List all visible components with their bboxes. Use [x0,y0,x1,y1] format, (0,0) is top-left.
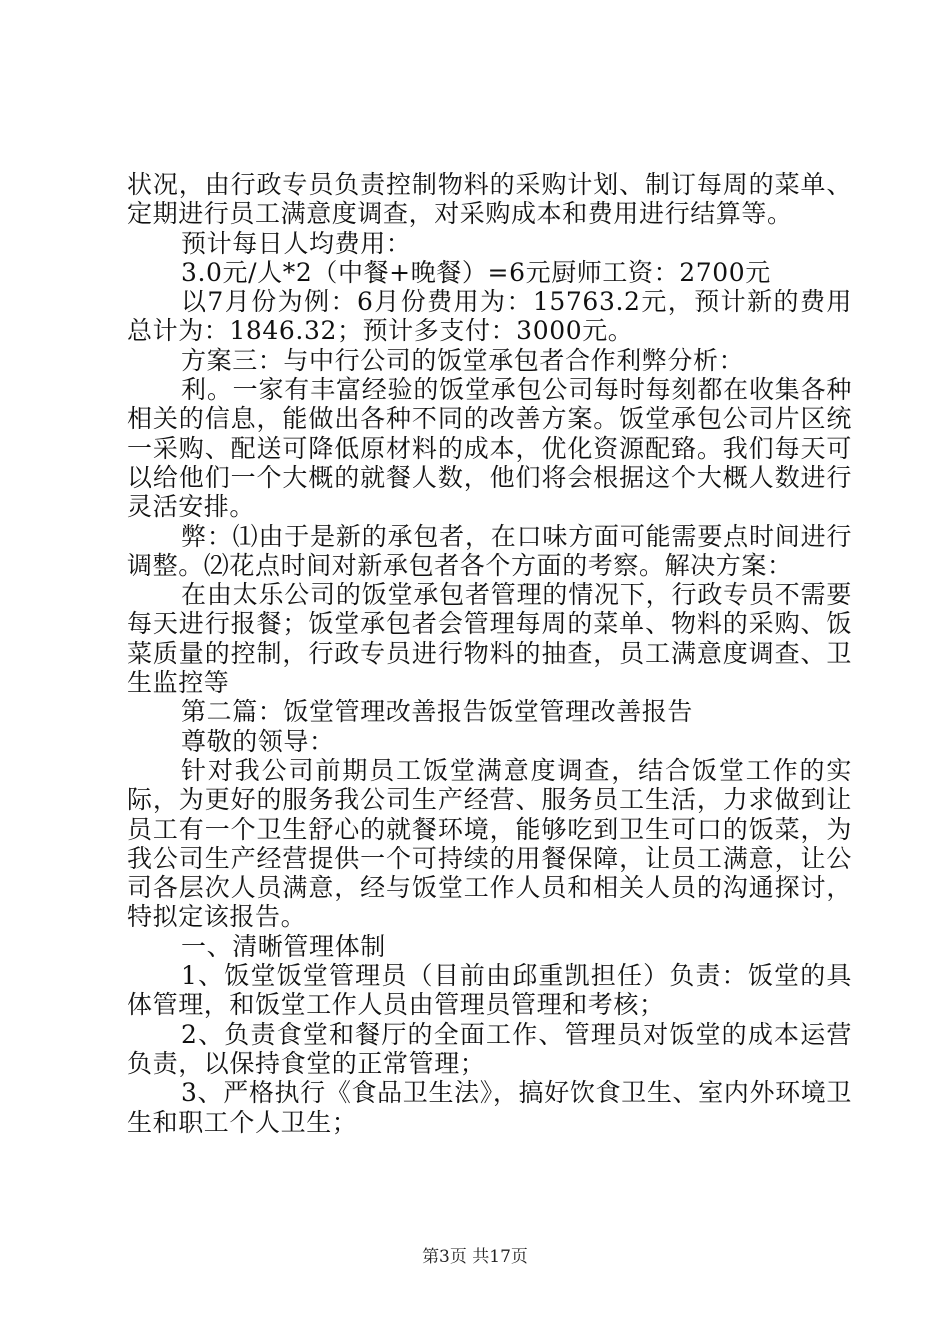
list-item: 1、饭堂饭堂管理员（目前由邱重凯担任）负责：饭堂的具体管理，和饭堂工作人员由管理员管理和考核； [127,961,852,1020]
paragraph: 弊：⑴由于是新的承包者，在口味方面可能需要点时间进行调整。⑵花点时间对新承包者各个方面的考察。解决方案： [127,521,852,580]
paragraph: 以7月份为例：6月份费用为：15763.2元，预计新的费用总计为：1846.32；预计多支付：3000元。 [127,287,852,346]
section-heading: 第二篇：饭堂管理改善报告饭堂管理改善报告 [181,697,694,727]
list-item: 2、负责食堂和餐厅的全面工作、管理员对饭堂的成本运营负责，以保持食堂的正常管理； [127,1019,852,1078]
paragraph: 状况，由行政专员负责控制物料的采购计划、制订每周的菜单、定期进行员工满意度调查，对采购成本和费用进行结算等。 [127,170,852,229]
paragraph: 3.0元/人*2（中餐+晚餐）=6元厨师工资：2700元 [181,257,771,287]
section-heading: 一、清晰管理体制 [181,931,386,961]
paragraph: 针对我公司前期员工饭堂满意度调查，结合饭堂工作的实际，为更好的服务我公司生产经营、服务员工生活，力求做到让员工有一个卫生舒心的就餐环境，能够吃到卫生可口的饭菜，为我公司生产经营提供一个可持续的用餐保障，让员工满意，让公司各层次人员满意，经与饭堂工作人员和相关人员的沟通探讨，特拟定该报告。 [127,755,852,932]
paragraph: 预计每日人均费用： [181,228,412,258]
document-body [127,170,852,1137]
salutation: 尊敬的领导： [181,726,335,756]
page-number-footer: 第3页 共17页 [422,1247,528,1267]
paragraph: 方案三：与中行公司的饭堂承包者合作利弊分析： [181,345,745,375]
list-item: 3、严格执行《食品卫生法》，搞好饮食卫生、室内外环境卫生和职工个人卫生； [127,1078,852,1137]
paragraph: 利。一家有丰富经验的饭堂承包公司每时每刻都在收集各种相关的信息，能做出各种不同的改善方案。饭堂承包公司片区统一采购、配送可降低原材料的成本，优化资源配臵。我们每天可以给他们一个大概的就餐人数，他们将会根据这个大概人数进行灵活安排。 [127,375,852,522]
paragraph: 在由太乐公司的饭堂承包者管理的情况下，行政专员不需要每天进行报餐；饭堂承包者会管理每周的菜单、物料的采购、饭菜质量的控制，行政专员进行物料的抽查，员工满意度调查、卫生监控等 [127,580,852,698]
